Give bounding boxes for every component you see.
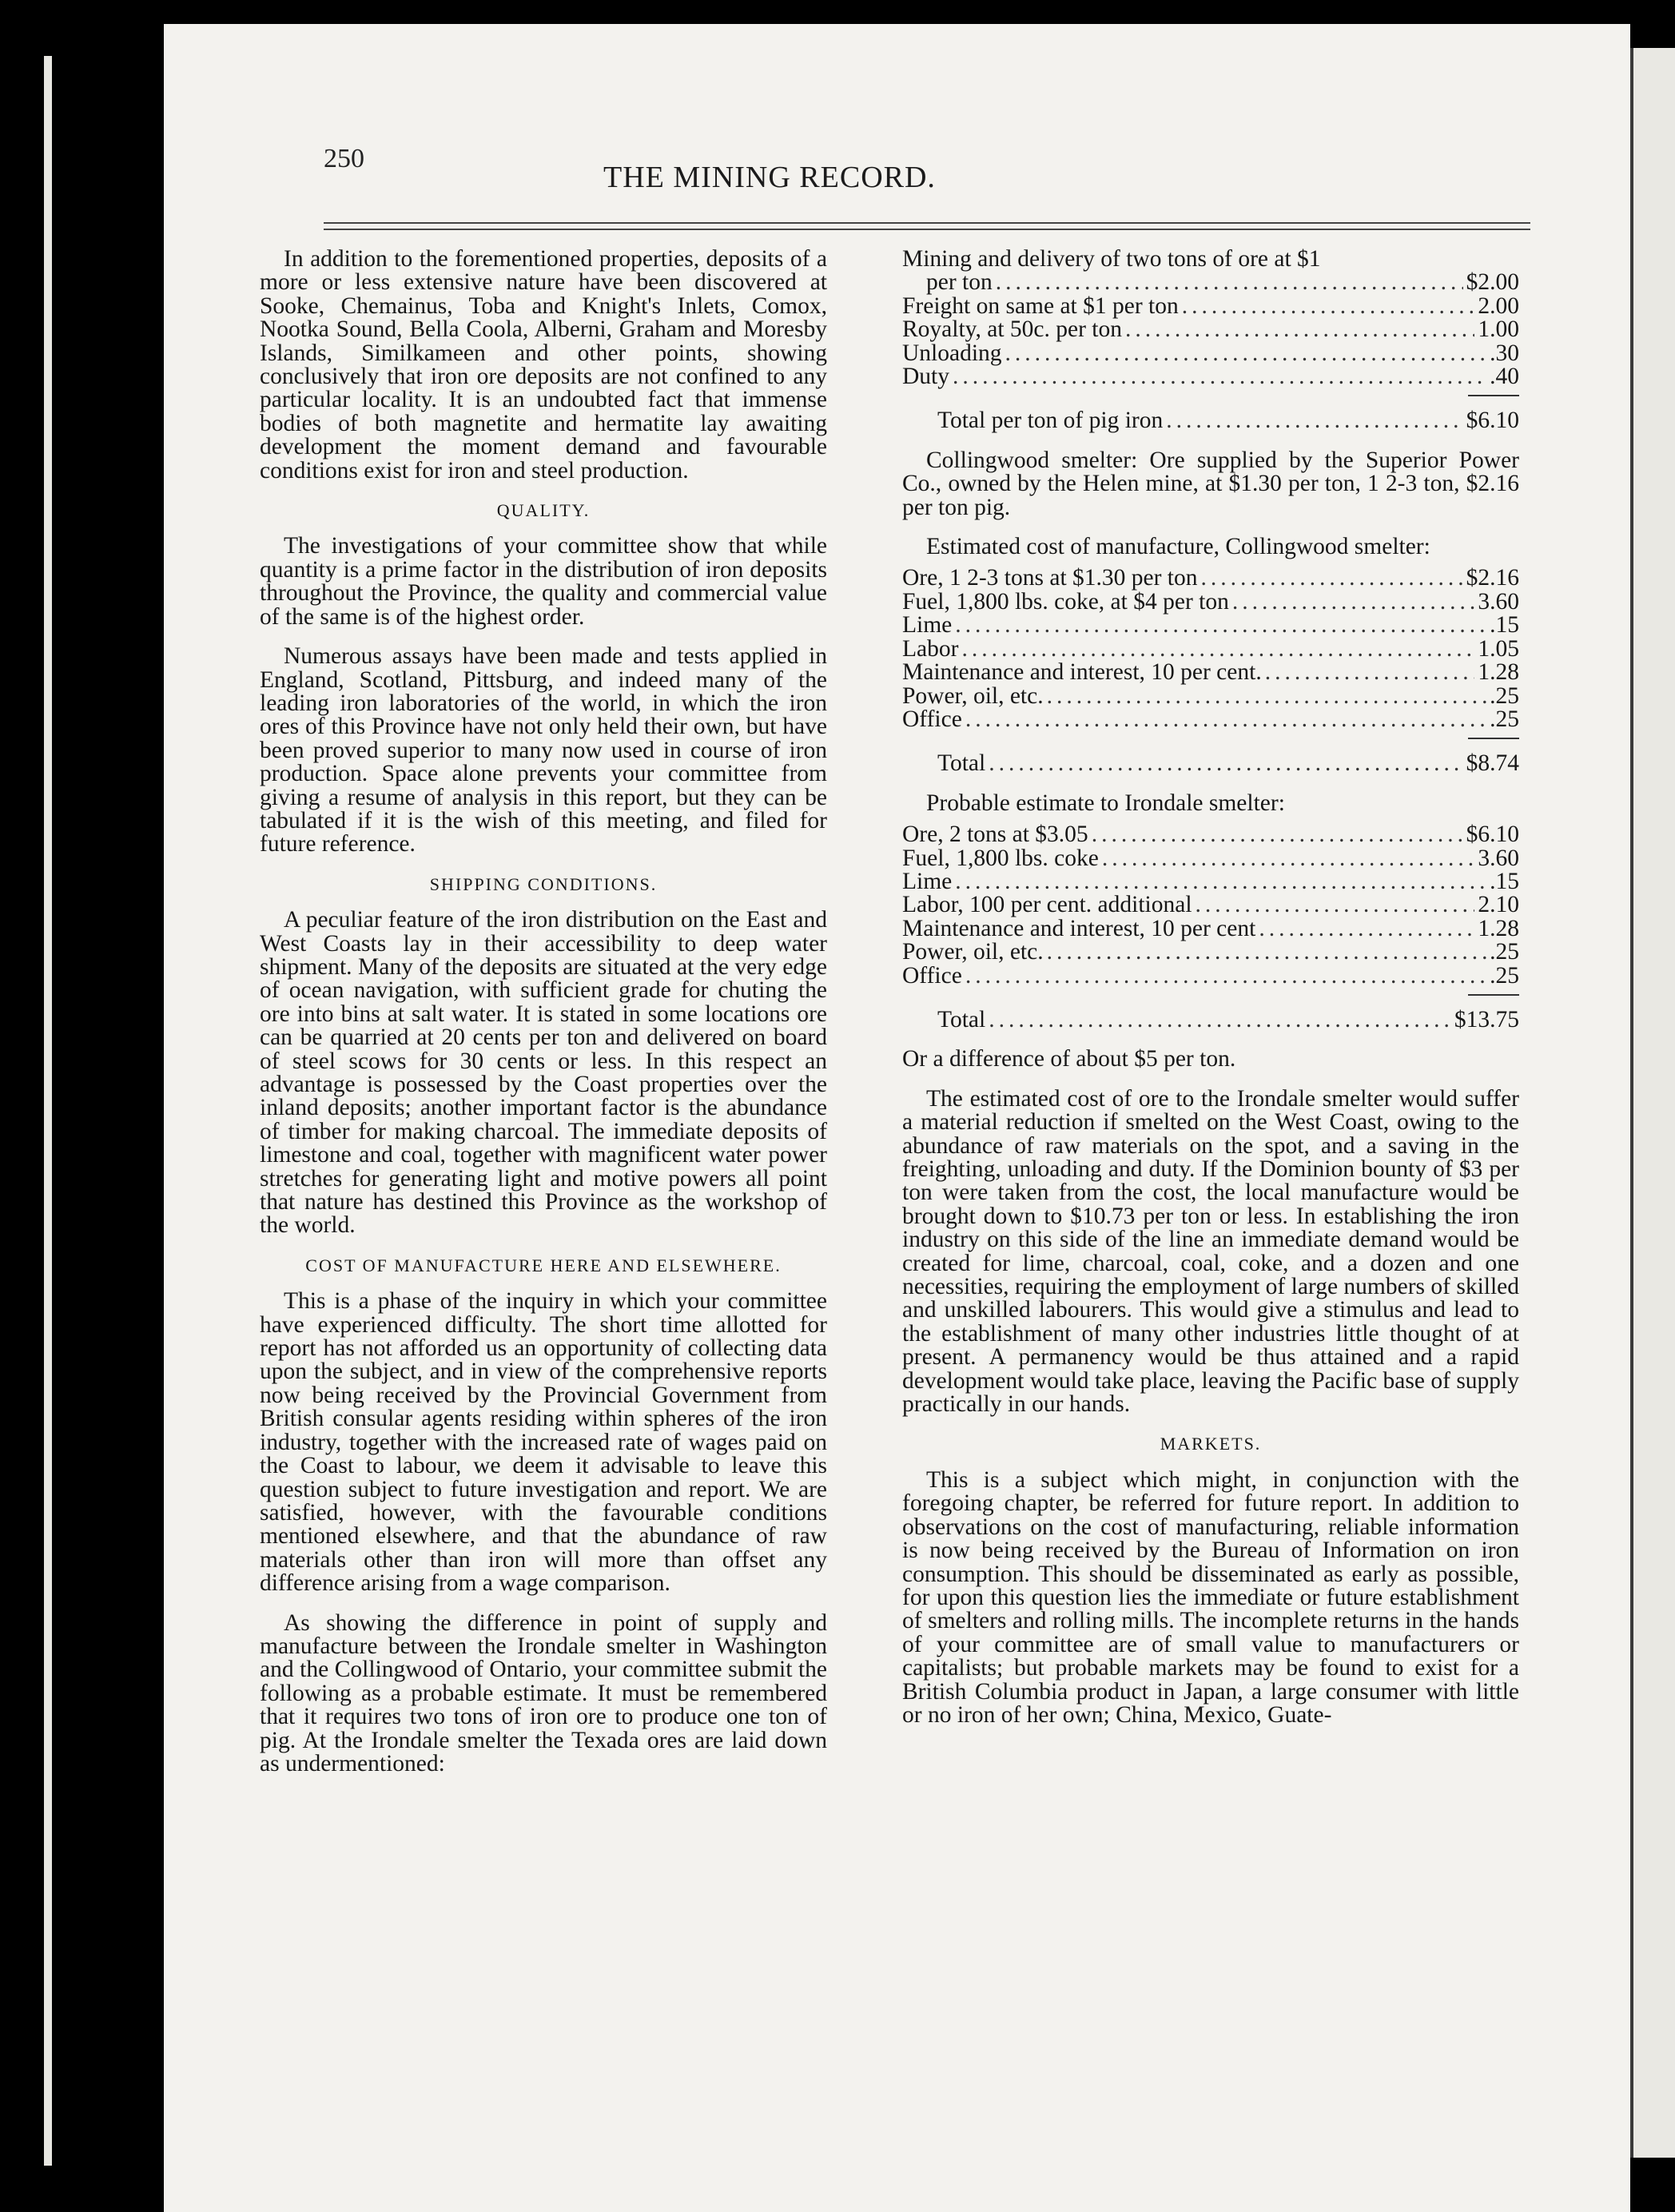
row-label: Royalty, at 50c. per ton [902,316,1122,343]
left-page-edge [44,56,52,2166]
row-label: Mining and delivery of two tons of ore at $1 [902,246,1321,272]
dot-leader [1125,318,1474,341]
running-head: THE MINING RECORD. [603,161,936,194]
table-row [902,870,1519,893]
row-label: Ore, 1 2-3 tons at $1.30 per ton [902,565,1198,591]
dot-leader [1201,567,1463,590]
total-value: $8.74 [1466,750,1519,777]
paragraph-quality: The investigations of your committee show that while quantity is a prime factor in the distribution of iron deposits throughout the Province, the quality and commercial value of the same is of the highest order. [260,533,827,630]
row-value: $2.16 [1466,565,1519,591]
row-value: 3.60 [1478,845,1519,871]
row-value: .25 [1490,962,1519,989]
table-row [902,248,1519,271]
table-row [902,318,1519,341]
table-total-row [902,409,1519,432]
total-value: $6.10 [1466,408,1519,434]
row-label: Lime [902,612,953,639]
table-row [902,893,1519,917]
dot-leader [1092,823,1463,846]
row-label: Labor, 100 per cent. additional [902,892,1192,918]
row-label: per ton [926,269,993,296]
sum-rule [1468,395,1519,396]
row-value: .25 [1490,939,1519,965]
journal-page [164,24,1630,2212]
heading-quality: QUALITY. [496,500,591,521]
right-column [902,248,1519,1743]
dot-leader [1047,685,1487,708]
sum-rule [1468,994,1519,996]
row-value: $6.10 [1466,822,1519,848]
dot-leader [996,271,1463,294]
row-value: 3.60 [1478,588,1519,615]
row-label: Fuel, 1,800 lbs. coke [902,845,1099,871]
total-label: Total per ton of pig iron [937,408,1164,434]
total-value: $13.75 [1454,1006,1519,1032]
table-row [902,567,1519,590]
row-value: 1.05 [1478,635,1519,662]
row-label: Freight on same at $1 per ton [902,292,1179,319]
dot-leader [1102,847,1475,870]
table-row [902,342,1519,365]
dot-leader [1047,941,1487,964]
cost-table-collingwood [902,567,1519,775]
table-row [902,635,1519,662]
dot-leader [1196,893,1475,917]
row-value: $2.00 [1466,269,1519,296]
dot-leader [953,365,1486,388]
table-row [902,941,1519,964]
dot-leader [989,752,1462,775]
table-row [902,682,1519,709]
row-value: 2.10 [1478,892,1519,918]
table-total-row [902,752,1519,775]
table-total-row [902,1006,1519,1032]
dot-leader [955,614,1486,637]
page-number: 250 [324,144,364,173]
table-row [902,614,1519,637]
dot-leader [965,708,1486,731]
paragraph-estimated-cost-reduction: The estimated cost of ore to the Irondale smelter would suffer a material reduction if smelted on the West Coast, owing to the abundance of raw materials on the spot, and a saving in the freighting, unloading and duty. If the Dominion bounty of $3 per ton were taken from the cost, the local manufacture would be brought down to $10.73 per ton or less. In establishing the iron industry on this side of the line an immediate demand would be created for lime, charcoal, coal, coke, and a dozen and one necessities, requiring the employment of large numbers of skilled and unskilled labourers. This would give a stimulus and lead to the establishment of many other industries little thought of at present. A permanency would be thus attained and a rapid development would take place, leaving the Pacific base of supply practically in our hands. [902,1085,1519,1418]
dot-leader [989,1009,1451,1032]
row-label: Power, oil, etc. [902,939,1044,965]
dot-leader [1259,917,1474,941]
table-row [902,962,1519,989]
row-label: Lime [902,868,953,894]
row-label: Ore, 2 tons at $3.05 [902,822,1088,848]
dot-leader [1265,661,1475,684]
paragraph-cost-inquiry: This is a phase of the inquiry in which your committee have experienced difficulty. The short time allotted for report has not afforded us an opportunity of collecting data upon the subject, and in view of the comprehensive reports now being received by the Provincial Government from British consular agents residing within spheres of the iron industry, together with the increased rate of wages paid on the Coast to labour, we deem it advisable to leave this question subject to future investigation and report. We are satisfied, however, with the favourable conditions mentioned elsewhere, and that the abundance of raw materials other than iron will more than offset any difference arising from a wage comparison. [260,1288,827,1597]
table-row [902,588,1519,615]
cost-table-irondale-ore [902,248,1519,433]
table-row [902,661,1519,684]
paragraph-shipping: A peculiar feature of the iron distribution on the East and West Coasts lay in their accessibility to deep water shipment. Many of the deposits are situated at the very edge of ocean navigation, with sufficient grade for chuting the ore into bins at salt water. It is stated in some locations ore can be quarried at 20 cents per ton and delivered on board of steel scows for 30 cents or less. In this respect an advantage is possessed by the Coast properties over the inland deposits; another important factor is the abundance of timber for making charcoal. The immediate deposits of limestone and coal, together with magnificent water power stretches for generating light and motive powers all point that nature has destined this Province as the workshop of the world. [260,907,827,1239]
table-row [902,708,1519,731]
dot-leader [965,965,1486,988]
total-label: Total [937,750,986,777]
paragraph-difference: Or a difference of about $5 per ton. [902,1046,1236,1072]
paragraph-probable-estimate: Probable estimate to Irondale smelter: [926,790,1285,816]
header-rule-bottom [324,229,1530,230]
heading-shipping-conditions: SHIPPING CONDITIONS. [429,873,658,894]
paragraph-markets: This is a subject which might, in conjunction with the foregoing chapter, be referred for future report. In addition to observations on the cost of manufacturing, reliable information is now being received by the Bureau of Information on iron consumption. This should be disseminated as early as possible, for upon this question lies the immediate or future establishment of smelters and rolling mills. The incomplete returns in the hands of your committee are of small value to manufacturers or capitalists; but probable markets may be found to exist for a British Columbia product in Japan, a large consumer with little or no iron of her own; China, Mexico, Guate- [902,1466,1519,1728]
row-value: 1.00 [1478,316,1519,343]
right-page-edge [1630,48,1675,2158]
left-column [260,248,827,1792]
row-label: Office [902,706,962,732]
table-row [902,847,1519,870]
table-row [902,823,1519,846]
row-label: Fuel, 1,800 lbs. coke, at $4 per ton [902,588,1229,615]
row-value: .15 [1490,868,1519,894]
paragraph-irondale-collingwood: As showing the difference in point of supply and manufacture between the Irondale smelter in Washington and the Collingwood of Ontario, your committee submit the following as a probable estimate. It must be remembered that it requires two tons of iron ore to produce one ton of pig. At the Irondale smelter the Texada ores are laid down as undermentioned: [260,1609,827,1776]
dot-leader [1182,295,1475,318]
total-label: Total [937,1006,986,1032]
cost-table-irondale [902,823,1519,1032]
row-value: 2.00 [1478,292,1519,319]
table-row [902,365,1519,388]
sum-rule [1468,738,1519,739]
heading-markets: MARKETS. [1160,1434,1262,1454]
header-rule-top [324,222,1530,224]
paragraph-iron-deposits: In addition to the forementioned properties, deposits of a more or less extensive nature have been discovered at Sooke, Chemainus, Toba and Knight's Inlets, Comox, Nootka Sound, Bella Coola, Alberni, Graham and Moresby Islands, Similkameen and other points, showing conclusively that iron ore deposits are not confined to any particular locality. It is an undoubted fact that immense bodies of both magnetite and hermatite lay awaiting development the moment demand and favourable conditions exist for iron and steel production. [260,246,827,483]
dot-leader [1232,591,1475,614]
row-label: Unloading [902,340,1002,366]
row-value: .15 [1490,612,1519,639]
row-value: 1.28 [1478,659,1519,686]
row-label: Labor [902,635,959,662]
row-label: Office [902,962,962,989]
row-label: Duty [902,364,949,390]
row-value: .30 [1490,340,1519,366]
table-row [902,292,1519,319]
table-row [902,917,1519,941]
heading-cost-of-manufacture: COST OF MANUFACTURE HERE AND ELSEWHERE. [305,1255,782,1275]
row-value: .25 [1490,682,1519,709]
row-label: Maintenance and interest, 10 per cent. [902,659,1262,686]
paragraph-estimated-cost-collingwood: Estimated cost of manufacture, Collingwood smelter: [926,534,1430,560]
row-label: Maintenance and interest, 10 per cent [902,915,1256,941]
paragraph-collingwood-smelter: Collingwood smelter: Ore supplied by the Superior Power Co., owned by the Helen mine, at $1.30 per ton, 1 2-3 ton, $2.16 per ton pig. [902,447,1519,520]
row-value: .25 [1490,706,1519,732]
dot-leader [1005,342,1487,365]
dot-leader [961,638,1474,661]
row-value: .40 [1490,364,1519,390]
dot-leader [1166,409,1462,432]
row-label: Power, oil, etc. [902,682,1044,709]
row-value: 1.28 [1478,915,1519,941]
dot-leader [955,870,1486,893]
paragraph-assays: Numerous assays have been made and tests applied in England, Scotland, Pittsburg, and indeed many of the leading iron laboratories of the world, in which the iron ores of this Province have not only held their own, but have been proved superior to many now used in course of iron production. Space alone prevents your committee from giving a resume of analysis in this report, but they can be tabulated if it is the wish of this meeting, and filed for future reference. [260,643,827,857]
table-row [902,271,1519,294]
